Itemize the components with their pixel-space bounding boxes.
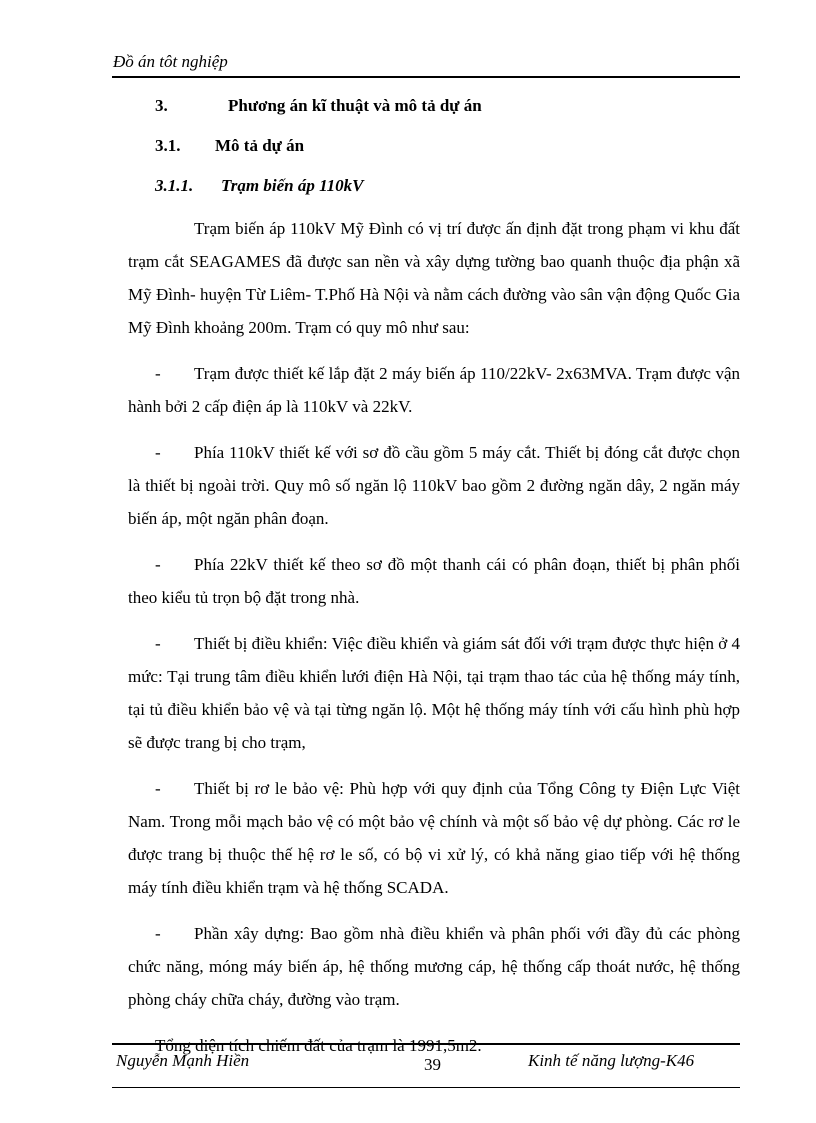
- page-number: 39: [424, 1055, 441, 1074]
- subsection-number: 3.1.: [155, 136, 181, 155]
- bullet-marker: -: [155, 555, 161, 574]
- subsection-title: Mô tả dự án: [215, 136, 305, 155]
- bullet-item: [128, 917, 740, 1016]
- section-title: Phương án kĩ thuật và mô tả dự án: [228, 96, 482, 115]
- bullet-item: [128, 548, 740, 614]
- bullet-item: [128, 772, 740, 904]
- footer-author: Nguyễn Mạnh Hiền: [116, 1051, 250, 1070]
- section-number: 3.: [155, 96, 168, 115]
- intro-paragraph: Trạm biến áp 110kV Mỹ Đình có vị trí được ấn định đặt trong phạm vi khu đất trạm cắt SEAGAMES đã được san nền và xây dựng tường bao quanh thuộc địa phận xã Mỹ Đình- huyện Từ Liêm- T.Phố Hà Nội và nằm cách đường vào sân vận động Quốc Gia Mỹ Đình khoảng 200m. Trạm có quy mô như sau:: [128, 219, 740, 337]
- header-rule: [112, 76, 740, 78]
- subsection-heading: [155, 136, 740, 160]
- closing-paragraph: Tổng diện tích chiếm đất của trạm là 1991,5m2.: [155, 1036, 482, 1055]
- running-header: Đồ án tôt nghiệp: [113, 52, 228, 71]
- bullet-text: Phía 22kV thiết kế theo sơ đồ một thanh cái có phân đoạn, thiết bị phân phối theo kiểu tủ trọn bộ đặt trong nhà.: [128, 555, 740, 607]
- section-heading: [155, 96, 740, 120]
- bullet-item: [128, 357, 740, 423]
- bullet-text: Thiết bị điều khiển: Việc điều khiển và giám sát đối với trạm được thực hiện ở 4 mức: Tại trung tâm điều khiển lưới điện Hà Nội, tại trạm thao tác của hệ thống máy tính, tại tủ điều khiển bảo vệ và tại từng ngăn lộ. Một hệ thống máy tính với cấu hình phù hợp sẽ được trang bị cho trạm,: [128, 634, 740, 752]
- bullet-marker: -: [155, 443, 161, 462]
- bullet-text: Trạm được thiết kế lắp đặt 2 máy biến áp 110/22kV- 2x63MVA. Trạm được vận hành bởi 2 cấp điện áp là 110kV và 22kV.: [128, 364, 740, 416]
- bullet-text: Phía 110kV thiết kế với sơ đồ cầu gồm 5 máy cắt. Thiết bị đóng cắt được chọn là thiết bị ngoài trời. Quy mô số ngăn lộ 110kV bao gồm 2 đường ngăn dây, 2 ngăn máy biến áp, một ngăn phân đoạn.: [128, 443, 740, 528]
- bullet-item: [128, 436, 740, 535]
- footer-course: Kinh tế năng lượng-K46: [528, 1051, 695, 1070]
- bullet-text: Thiết bị rơ le bảo vệ: Phù hợp với quy định của Tổng Công ty Điện Lực Việt Nam. Trong mỗi mạch bảo vệ có một bảo vệ chính và một số bảo vệ dự phòng. Các rơ le được trang bị thuộc thế hệ rơ le số, có bộ vi xử lý, có khả năng giao tiếp với hệ thống máy tính điều khiển trạm và hệ thống SCADA.: [128, 779, 740, 897]
- bullet-marker: -: [155, 779, 161, 798]
- footer-rule: [112, 1043, 740, 1045]
- bullet-marker: -: [155, 364, 161, 383]
- bullet-marker: -: [155, 924, 161, 943]
- footer-bottom-rule: [112, 1087, 740, 1088]
- bullet-text: Phần xây dựng: Bao gồm nhà điều khiển và phân phối với đầy đủ các phòng chức năng, móng máy biến áp, hệ thống mương cáp, hệ thống cấp thoát nước, hệ thống phòng cháy chữa cháy, đường vào trạm.: [128, 924, 740, 1009]
- bullet-item: [128, 627, 740, 759]
- subsubsection-number: 3.1.1.: [155, 176, 194, 195]
- subsubsection-title: Trạm biến áp 110kV: [221, 176, 364, 195]
- bullet-marker: -: [155, 634, 161, 653]
- subsubsection-heading: [155, 176, 740, 200]
